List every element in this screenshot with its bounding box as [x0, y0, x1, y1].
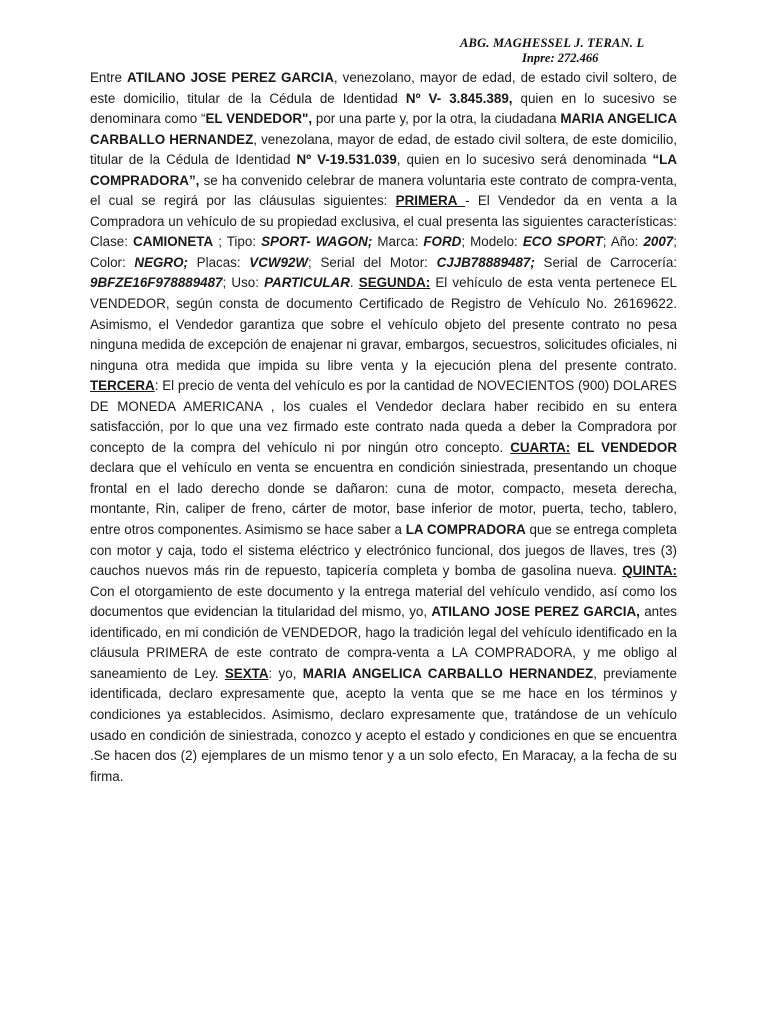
text: , venezolano, mayor de edad, de estado civil soltero, de este domicilio, titular de la Cédula de Identidad: [90, 70, 677, 106]
clause-sexta-heading: SEXTA: [224, 665, 269, 681]
seller-name: ATILANO JOSE PEREZ GARCIA: [127, 70, 334, 85]
text: Serial de Carrocería:: [534, 254, 677, 270]
text: quien en lo sucesivo se denominara como “: [90, 90, 677, 127]
buyer-alias: “LA COMPRADORA”,: [90, 152, 678, 188]
text: , quien en lo sucesivo será denominada: [396, 152, 653, 168]
text: Entre: [90, 70, 128, 85]
text: ; Modelo:: [461, 234, 523, 250]
clause-tercera-heading: TERCERA: [90, 378, 155, 394]
text: Marca:: [372, 234, 424, 250]
vehicle-brand: FORD: [423, 234, 462, 250]
buyer-id: Nº V-19.531.039: [296, 152, 397, 168]
vehicle-year: 2007: [643, 234, 674, 250]
text: antes identificado, en mi condición de VENDEDOR, hago la tradición legal del vehículo identificado en la cláusula PRIMERA de este contrato de compra-venta a LA COMPRADORA, y me obligo al saneamiento de Ley.: [90, 604, 677, 681]
buyer-name: MARIA ANGELICA CARBALLO HERNANDEZ: [90, 111, 677, 147]
contract-body: [90, 68, 677, 787]
seller-alias: EL VENDEDOR: [577, 439, 677, 455]
vehicle-engine-serial: CJJB78889487;: [436, 254, 535, 270]
vehicle-use: PARTICULAR: [264, 275, 350, 291]
vehicle-class: CAMIONETA: [133, 234, 214, 250]
clause-segunda-heading: SEGUNDA:: [358, 275, 431, 291]
lawyer-header: [460, 36, 690, 66]
text: por una parte y, por la otra, la ciudadana: [312, 111, 561, 127]
clause-primera-heading: PRIMERA: [395, 193, 466, 209]
vehicle-plates: VCW92W: [249, 254, 309, 270]
text: que se entrega completa con motor y caja, todo el sistema eléctrico y electrónico funcional, dos juegos de llaves, tres (3) cauchos nuevos más rin de repuesto, tapicería completa y bomba de gasolina nueva.: [90, 522, 677, 579]
buyer-alias: LA COMPRADORA: [405, 522, 526, 538]
text: ; Tipo:: [213, 234, 262, 250]
vehicle-type: SPORT- WAGON;: [261, 234, 373, 250]
text: declara que el vehículo en venta se encuentra en condición siniestrada, presentando un choque frontal en el lado derecho donde se dañaron: cuna de motor, compacto, meseta derecha, montante, Rin, caliper de freno, cárter de motor, base inferior de motor, puerta, techo, tablero, entre otros componentes. Asimismo se hace saber a: [90, 460, 677, 538]
text: ; Color:: [90, 234, 677, 270]
text: : yo,: [268, 665, 303, 681]
clause-cuarta-heading: CUARTA:: [510, 439, 571, 455]
text: El vehículo de esta venta pertenece EL VENDEDOR, según consta de documento Certificado de Registro de Vehículo No. 26169622. Asimismo, el Vendedor garantiza que sobre el vehículo objeto del presente contrato no pesa ninguna medida de excepción de enajenar ni gravar, embargos, secuestros, solicitudes oficiales, ni ninguna otra medida que impida su libre venta y la ejecución plena del presente contrato.: [90, 275, 677, 373]
seller-alias: EL VENDEDOR",: [205, 111, 313, 127]
lawyer-inpre: Inpre: 272.466: [522, 51, 599, 65]
clause-quinta-heading: QUINTA:: [622, 563, 677, 579]
text: se ha convenido celebrar de manera voluntaria este contrato de compra-venta, el cual se regirá por las cláusulas siguientes:: [90, 172, 677, 209]
vehicle-body-serial: 9BFZE16F978889487: [90, 275, 223, 291]
text: , previamente identificada, declaro expresamente que, acepto la venta que se me hace en los términos y condiciones ya establecidos. Asimismo, declaro expresamente que, tratándose de un vehículo usado en condición de siniestrada, conozco y acepto el estado y condiciones en que se encuentra .Se hacen dos (2) ejemplares de un mismo tenor y a un solo efecto, En Maracay, a la fecha de su firma.: [90, 665, 677, 784]
text: ; Año:: [602, 234, 644, 250]
buyer-name: MARIA ANGELICA CARBALLO HERNANDEZ: [302, 665, 594, 681]
text: : El precio de venta del vehículo es por la cantidad de NOVECIENTOS (900) DOLARES DE MONEDA AMERICANA , los cuales el Vendedor declara haber recibido en su entera satisfacción, por lo que una vez firmado este contrato nada queda a deber la Compradora por concepto de la compra del vehículo ni por ningún otro concepto.: [90, 378, 677, 455]
text: ; Serial del Motor:: [308, 254, 437, 270]
text: Con el otorgamiento de este documento y la entrega material del vehículo vendido, así como los documentos que evidencian la titularidad del mismo, yo,: [90, 583, 677, 620]
vehicle-color: NEGRO;: [134, 254, 188, 270]
text: , venezolana, mayor de edad, de estado civil soltera, de este domicilio, titular de la Cédula de Identidad: [90, 131, 678, 168]
seller-name: ATILANO JOSE PEREZ GARCIA,: [431, 604, 640, 620]
text: Placas:: [187, 254, 250, 270]
vehicle-model: ECO SPORT: [522, 234, 603, 250]
text: ; Uso:: [222, 275, 265, 291]
lawyer-name: ABG. MAGHESSEL J. TERAN. L: [460, 36, 645, 50]
text: .: [349, 275, 359, 291]
seller-id: Nº V- 3.845.389,: [405, 90, 513, 106]
text: - El Vendedor da en venta a la Compradora un vehículo de su propiedad exclusiva, el cual presenta las siguientes características: Clase:: [90, 193, 677, 250]
